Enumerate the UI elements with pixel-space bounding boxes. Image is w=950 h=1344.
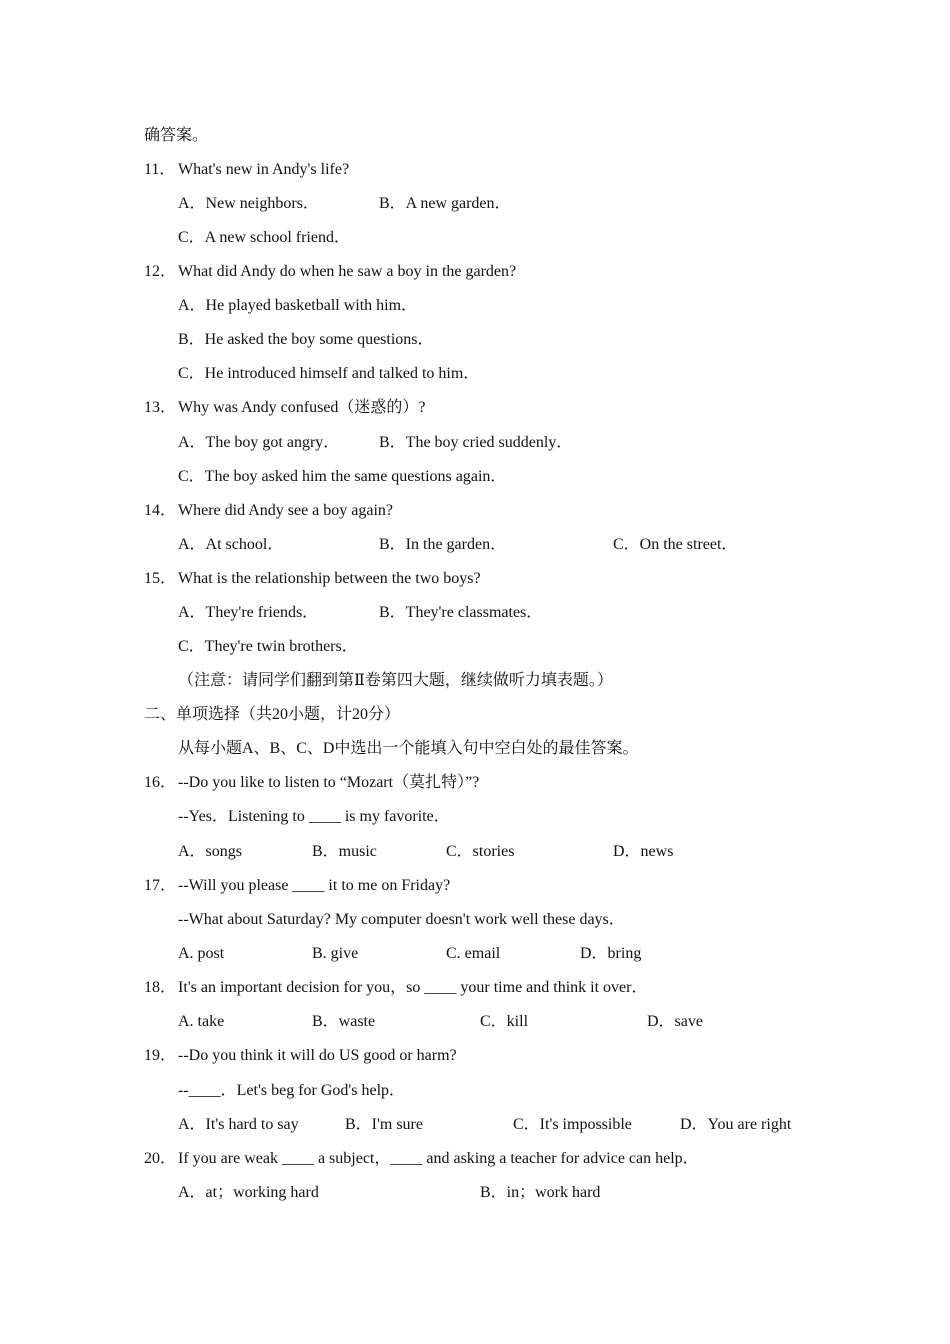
q17-option-d: D．bring <box>580 945 642 962</box>
q17-option-c: C. email <box>446 945 501 962</box>
q11-option-c: C．A new school friend． <box>178 229 350 246</box>
q16-line-1: --Do you like to listen to “Mozart（莫扎特）”? <box>178 774 480 791</box>
q15-number: 15． <box>144 570 177 587</box>
q19-number: 19． <box>144 1047 177 1064</box>
q12-number: 12． <box>144 263 177 280</box>
q11-number: 11． <box>144 161 176 178</box>
q16-option-d: D．news <box>613 843 674 860</box>
q17-number: 17． <box>144 877 177 894</box>
q20-number: 20． <box>144 1150 177 1167</box>
q12-option-b: B．He asked the boy some questions． <box>178 331 434 348</box>
q13-number: 13． <box>144 399 177 416</box>
q13-option-c: C．The boy asked him the same questions again． <box>178 468 507 485</box>
q17-option-b: B. give <box>312 945 359 962</box>
q18-question: It's an important decision for you，so ____ your time and think it over． <box>178 979 648 996</box>
q13-option-b: B．The boy cried suddenly． <box>379 434 573 451</box>
q12-option-a: A．He played basketball with him． <box>178 297 418 314</box>
q20-question: If you are weak ____ a subject，____ and asking a teacher for advice can help． <box>178 1150 699 1167</box>
q18-option-c: C．kill <box>480 1013 529 1030</box>
q11-option-a: A．New neighbors． <box>178 195 319 212</box>
q18-option-b: B．waste <box>312 1013 376 1030</box>
q15-option-b: B．They're classmates． <box>379 604 543 621</box>
q17-option-a: A. post <box>178 945 225 962</box>
section-title: 二、单项选择（共20小题，计20分） <box>144 706 401 723</box>
q13-option-a: A．The boy got angry． <box>178 434 340 451</box>
q14-option-c: C．On the street． <box>613 536 738 553</box>
q14-option-a: A．At school． <box>178 536 284 553</box>
q14-number: 14． <box>144 502 177 519</box>
intro-text: 确答案。 <box>144 127 209 144</box>
q14-question: Where did Andy see a boy again? <box>178 502 394 519</box>
q16-option-b: B．music <box>312 843 377 860</box>
q11-option-b: B．A new garden． <box>379 195 511 212</box>
section-instruction: 从每小题A、B、C、D中选出一个能填入句中空白处的最佳答案。 <box>178 740 639 757</box>
q16-option-a: A．songs <box>178 843 243 860</box>
q19-line-1: --Do you think it will do US good or harm? <box>178 1047 457 1064</box>
q19-option-d: D．You are right <box>680 1116 792 1133</box>
q18-option-a: A. take <box>178 1013 225 1030</box>
listening-note: （注意：请同学们翻到第Ⅱ卷第四大题，继续做听力填表题。） <box>178 672 613 689</box>
q15-option-a: A．They're friends． <box>178 604 319 621</box>
q12-question: What did Andy do when he saw a boy in the garden? <box>178 263 517 280</box>
q16-option-c: C．stories <box>446 843 515 860</box>
q12-option-c: C．He introduced himself and talked to him． <box>178 365 480 382</box>
q18-option-d: D．save <box>647 1013 703 1030</box>
q11-question: What's new in Andy's life? <box>178 161 350 178</box>
q18-number: 18． <box>144 979 177 996</box>
q15-option-c: C．They're twin brothers． <box>178 638 358 655</box>
q16-number: 16． <box>144 774 177 791</box>
q19-option-c: C．It's impossible <box>513 1116 632 1133</box>
q20-option-a: A．at；working hard <box>178 1184 319 1201</box>
q19-option-a: A．It's hard to say <box>178 1116 299 1133</box>
q15-question: What is the relationship between the two boys? <box>178 570 481 587</box>
q14-option-b: B．In the garden． <box>379 536 507 553</box>
q13-question: Why was Andy confused（迷惑的）? <box>178 399 426 416</box>
q19-line-2: --____．Let's beg for God's help． <box>178 1082 406 1099</box>
q20-option-b: B．in；work hard <box>480 1184 601 1201</box>
q17-line-2: --What about Saturday? My computer doesn't work well these days． <box>178 911 625 928</box>
q17-line-1: --Will you please ____ it to me on Friday? <box>178 877 451 894</box>
q19-option-b: B．I'm sure <box>345 1116 423 1133</box>
q16-line-2: --Yes．Listening to ____ is my favorite． <box>178 808 450 825</box>
